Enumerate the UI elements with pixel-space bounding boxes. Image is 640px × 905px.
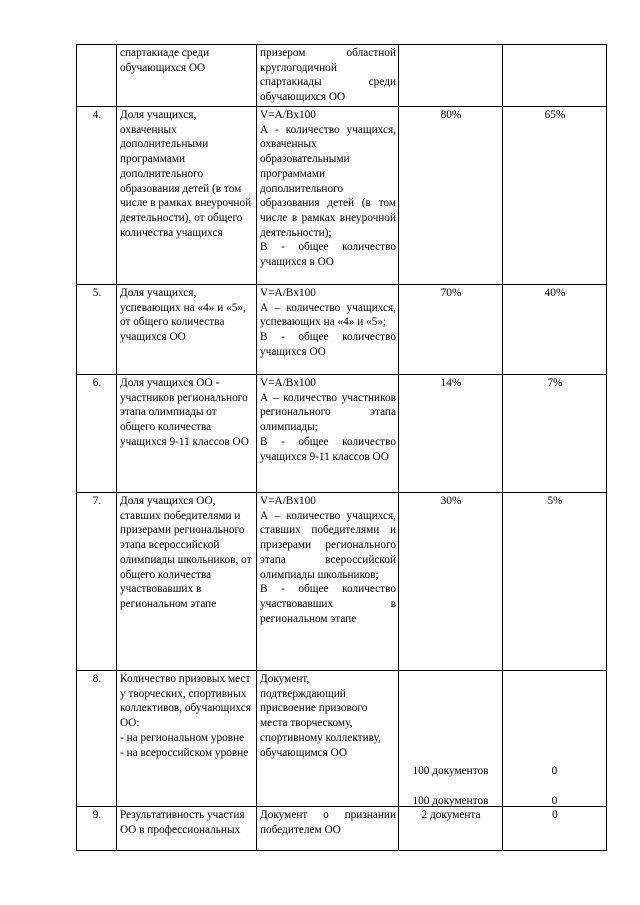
- indicator-name: Доля учащихся ОО - участников регионального этапа олимпиады от общего количества учащихся 9-11 классов ОО: [117, 375, 257, 493]
- formula-line: V=A/Bx100 А - количество учащихся, охваченных образовательными программами дополнительного образования детей (в том числе в рамках внеурочной деятельности); В - общее количество учащихся в ОО: [260, 109, 396, 269]
- indicator-name: Доля учащихся, успевающих на «4» и «5», от общего количества учащихся ОО: [117, 285, 257, 375]
- regional-target-value: 100 документов: [412, 765, 489, 777]
- indicator-formula: призером областной круглогодичной спартакиады среди обучающихся ОО: [257, 45, 399, 107]
- baseline-value: [503, 45, 607, 107]
- table-row: [77, 107, 607, 285]
- table-row: [77, 45, 607, 107]
- baseline-value: 5%: [503, 493, 607, 671]
- indicator-formula: [257, 375, 399, 493]
- regional-baseline-value: 0: [551, 765, 558, 777]
- table-row: [77, 493, 607, 671]
- indicator-name: Результативность участия ОО в профессиональных: [117, 807, 257, 851]
- indicator-formula: [257, 107, 399, 285]
- row-number: 4.: [77, 107, 117, 285]
- target-value: 30%: [399, 493, 503, 671]
- national-target-value: 100 документов: [412, 795, 489, 807]
- row-number: 8.: [77, 671, 117, 807]
- table-row: [77, 375, 607, 493]
- indicator-name: Доля учащихся ОО, ставших победителями и призерами регионального этапа всероссийской олимпиады школьников, от общего количества участвовавших в региональном этапе: [117, 493, 257, 671]
- baseline-value: 0: [503, 807, 607, 851]
- baseline-value: 65%: [503, 107, 607, 285]
- target-value: 70%: [399, 285, 503, 375]
- row-number: 5.: [77, 285, 117, 375]
- indicator-formula: Документ, подтверждающий присвоение призового места творческому, спортивному коллективу, обучающимся ОО: [257, 671, 399, 807]
- table-row: [77, 807, 607, 851]
- target-value: [399, 671, 503, 807]
- target-value: 2 документа: [399, 807, 503, 851]
- national-baseline-value: 0: [551, 795, 558, 807]
- baseline-value: [503, 671, 607, 807]
- target-value: 14%: [399, 375, 503, 493]
- formula-line: V=A/Bx100 А – количество учащихся, ставших победителями и призерами регионального этапа всероссийской олимпиады школьников; В - общее количество участвовавших в региональном этапе: [260, 495, 396, 625]
- row-number: [77, 45, 117, 107]
- row-number: 6.: [77, 375, 117, 493]
- formula-line: V=A/Bx100 А – количество учащихся, успевающих на «4» и «5»; В - общее количество учащихся ОО: [260, 287, 396, 358]
- baseline-value: 40%: [503, 285, 607, 375]
- indicator-name: Количество призовых мест у творческих, спортивных коллективов, обучающихся ОО: - на региональном уровне - на всероссийском уровне: [117, 671, 257, 807]
- indicators-table: [76, 44, 607, 851]
- row-number: 7.: [77, 493, 117, 671]
- table-row: [77, 285, 607, 375]
- table-row: [77, 671, 607, 807]
- indicator-name: Доля учащихся, охваченных дополнительными программами дополнительного образования детей (в том числе в рамках внеурочной деятельности), от общего количества учащихся: [117, 107, 257, 285]
- target-value: [399, 45, 503, 107]
- baseline-value: 7%: [503, 375, 607, 493]
- indicator-formula: [257, 285, 399, 375]
- formula-line: V=A/Bx100 А – количество участников регионального этапа олимпиады; В - общее количество учащихся 9-11 классов ОО: [260, 377, 396, 463]
- row-number: 9.: [77, 807, 117, 851]
- indicator-formula: [257, 493, 399, 671]
- target-value: 80%: [399, 107, 503, 285]
- indicator-formula: Документ о признании победителем ОО: [257, 807, 399, 851]
- indicator-name: спартакиаде среди обучающихся ОО: [117, 45, 257, 107]
